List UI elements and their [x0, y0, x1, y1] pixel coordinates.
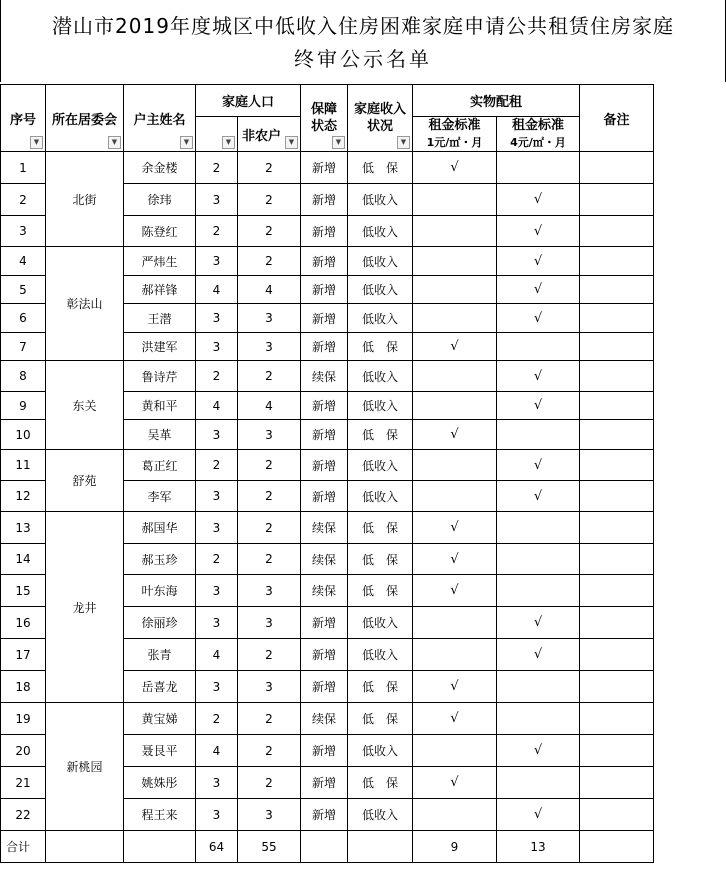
- population-cell[interactable]: 4: [196, 392, 238, 420]
- status-cell[interactable]: 新增: [301, 607, 348, 639]
- filter-dropdown-icon[interactable]: ▼: [108, 136, 121, 149]
- nonfarm-cell[interactable]: 3: [238, 333, 301, 361]
- population-cell[interactable]: 3: [196, 799, 238, 831]
- rent-std-1-cell[interactable]: [413, 361, 497, 392]
- status-cell[interactable]: 新增: [301, 450, 348, 481]
- population-cell[interactable]: 2: [196, 450, 238, 481]
- remark-cell[interactable]: [580, 703, 654, 735]
- seq-cell[interactable]: 13: [1, 512, 46, 544]
- remark-cell[interactable]: [580, 361, 654, 392]
- status-cell[interactable]: 新增: [301, 216, 348, 247]
- seq-cell[interactable]: 8: [1, 361, 46, 392]
- rent-std-4-cell[interactable]: √: [497, 276, 580, 304]
- income-cell[interactable]: 低收入: [348, 450, 413, 481]
- population-cell[interactable]: 3: [196, 184, 238, 216]
- status-cell[interactable]: 新增: [301, 152, 348, 184]
- total-committee[interactable]: [46, 831, 124, 863]
- status-cell[interactable]: 新增: [301, 276, 348, 304]
- income-cell[interactable]: 低 保: [348, 420, 413, 450]
- rent-std-1-cell[interactable]: √: [413, 152, 497, 184]
- header-rent-std-4: 租金标准 4元/㎡・月: [497, 117, 580, 152]
- remark-cell[interactable]: [580, 420, 654, 450]
- filter-dropdown-icon[interactable]: ▼: [180, 136, 193, 149]
- total-label[interactable]: 合计: [1, 831, 46, 863]
- rent-std-4-cell[interactable]: [497, 575, 580, 607]
- committee-cell[interactable]: 龙井: [46, 512, 124, 703]
- rent-std-1-cell[interactable]: √: [413, 671, 497, 703]
- income-cell[interactable]: 低收入: [348, 799, 413, 831]
- seq-cell[interactable]: 6: [1, 304, 46, 333]
- rent-std-4-cell[interactable]: [497, 512, 580, 544]
- remark-cell[interactable]: [580, 575, 654, 607]
- seq-cell[interactable]: 21: [1, 767, 46, 799]
- total-rent-std-1[interactable]: 9: [413, 831, 497, 863]
- nonfarm-cell[interactable]: 4: [238, 392, 301, 420]
- seq-cell[interactable]: 2: [1, 184, 46, 216]
- rent-std-1-cell[interactable]: [413, 276, 497, 304]
- seq-cell[interactable]: 11: [1, 450, 46, 481]
- rent-std-4-cell[interactable]: √: [497, 799, 580, 831]
- nonfarm-cell[interactable]: 3: [238, 607, 301, 639]
- seq-cell[interactable]: 15: [1, 575, 46, 607]
- status-cell[interactable]: 续保: [301, 512, 348, 544]
- name-cell[interactable]: 郝国华: [124, 512, 196, 544]
- committee-cell[interactable]: 舒苑: [46, 450, 124, 512]
- remark-cell[interactable]: [580, 392, 654, 420]
- header-name[interactable]: 户主姓名 ▼: [124, 85, 196, 152]
- rent-std-1-cell[interactable]: √: [413, 703, 497, 735]
- seq-cell[interactable]: 12: [1, 481, 46, 512]
- seq-cell[interactable]: 22: [1, 799, 46, 831]
- rent-std-1-cell[interactable]: √: [413, 767, 497, 799]
- table-row: [1, 361, 654, 392]
- nonfarm-cell[interactable]: 2: [238, 703, 301, 735]
- nonfarm-cell[interactable]: 3: [238, 671, 301, 703]
- status-cell[interactable]: 新增: [301, 247, 348, 276]
- income-cell[interactable]: 低 保: [348, 152, 413, 184]
- name-cell[interactable]: 李军: [124, 481, 196, 512]
- rent-std-1-cell[interactable]: [413, 392, 497, 420]
- name-cell[interactable]: 徐丽珍: [124, 607, 196, 639]
- income-cell[interactable]: 低收入: [348, 216, 413, 247]
- rent-std-1-cell[interactable]: [413, 639, 497, 671]
- population-cell[interactable]: 3: [196, 247, 238, 276]
- committee-cell[interactable]: 彰法山: [46, 247, 124, 361]
- population-cell[interactable]: 2: [196, 361, 238, 392]
- remark-cell[interactable]: [580, 216, 654, 247]
- seq-cell[interactable]: 20: [1, 735, 46, 767]
- income-cell[interactable]: 低收入: [348, 247, 413, 276]
- remark-cell[interactable]: [580, 607, 654, 639]
- status-cell[interactable]: 新增: [301, 481, 348, 512]
- rent-std-1-cell[interactable]: [413, 304, 497, 333]
- name-cell[interactable]: 张青: [124, 639, 196, 671]
- remark-cell[interactable]: [580, 481, 654, 512]
- rent-std-4-cell[interactable]: √: [497, 450, 580, 481]
- seq-cell[interactable]: 4: [1, 247, 46, 276]
- header-nonfarm[interactable]: 非农户 ▼: [238, 117, 301, 152]
- header-committee[interactable]: 所在居委会 ▼: [46, 85, 124, 152]
- rent-std-1-cell[interactable]: [413, 450, 497, 481]
- status-cell[interactable]: 续保: [301, 361, 348, 392]
- name-cell[interactable]: 王潜: [124, 304, 196, 333]
- rent-std-1-cell[interactable]: [413, 216, 497, 247]
- seq-cell[interactable]: 3: [1, 216, 46, 247]
- rent-std-4-cell[interactable]: √: [497, 639, 580, 671]
- rent-std-1-cell[interactable]: √: [413, 512, 497, 544]
- income-cell[interactable]: 低收入: [348, 184, 413, 216]
- header-population-total[interactable]: [196, 117, 238, 152]
- remark-cell[interactable]: [580, 512, 654, 544]
- rent-std-1-cell[interactable]: √: [413, 420, 497, 450]
- status-cell[interactable]: 续保: [301, 575, 348, 607]
- population-cell[interactable]: 4: [196, 276, 238, 304]
- total-income[interactable]: [348, 831, 413, 863]
- status-cell[interactable]: 新增: [301, 735, 348, 767]
- nonfarm-cell[interactable]: 2: [238, 639, 301, 671]
- nonfarm-cell[interactable]: 2: [238, 481, 301, 512]
- seq-cell[interactable]: 7: [1, 333, 46, 361]
- header-remark: 备注: [580, 85, 654, 152]
- filter-dropdown-icon[interactable]: ▼: [397, 136, 410, 149]
- filter-dropdown-icon[interactable]: ▼: [222, 136, 235, 149]
- header-rent: 实物配租: [413, 85, 580, 117]
- population-cell[interactable]: 3: [196, 333, 238, 361]
- total-population[interactable]: 64: [196, 831, 238, 863]
- nonfarm-cell[interactable]: 2: [238, 450, 301, 481]
- remark-cell[interactable]: [580, 671, 654, 703]
- rent-std-4-cell[interactable]: [497, 703, 580, 735]
- committee-cell[interactable]: 新桃园: [46, 703, 124, 831]
- rent-std-4-cell[interactable]: [497, 152, 580, 184]
- filter-dropdown-icon[interactable]: ▼: [332, 136, 345, 149]
- seq-cell[interactable]: 10: [1, 420, 46, 450]
- seq-cell[interactable]: 18: [1, 671, 46, 703]
- total-remark[interactable]: [580, 831, 654, 863]
- population-cell[interactable]: 2: [196, 216, 238, 247]
- population-cell[interactable]: 2: [196, 544, 238, 575]
- population-cell[interactable]: 2: [196, 703, 238, 735]
- committee-cell[interactable]: 北街: [46, 152, 124, 247]
- name-cell[interactable]: 严炜生: [124, 247, 196, 276]
- income-cell[interactable]: 低收入: [348, 735, 413, 767]
- remark-cell[interactable]: [580, 639, 654, 671]
- population-cell[interactable]: 2: [196, 152, 238, 184]
- rent-std-4-cell[interactable]: [497, 544, 580, 575]
- rent-std-1-cell[interactable]: [413, 607, 497, 639]
- name-cell[interactable]: 鲁诗芹: [124, 361, 196, 392]
- rent-std-4-cell[interactable]: √: [497, 304, 580, 333]
- title-line-1: 潜山市2019年度城区中低收入住房困难家庭申请公共租赁住房家庭: [52, 14, 674, 38]
- nonfarm-cell[interactable]: 2: [238, 767, 301, 799]
- status-cell[interactable]: 新增: [301, 420, 348, 450]
- nonfarm-cell[interactable]: 2: [238, 512, 301, 544]
- name-cell[interactable]: 郝祥锋: [124, 276, 196, 304]
- income-cell[interactable]: 低 保: [348, 333, 413, 361]
- rent-std-4-cell[interactable]: √: [497, 481, 580, 512]
- title-line-2: 终审公示名单: [294, 47, 432, 71]
- income-cell[interactable]: 低 保: [348, 703, 413, 735]
- status-cell[interactable]: 新增: [301, 639, 348, 671]
- rent-std-1-cell[interactable]: [413, 184, 497, 216]
- population-cell[interactable]: 4: [196, 735, 238, 767]
- name-cell[interactable]: 姚姝彤: [124, 767, 196, 799]
- total-nonfarm[interactable]: 55: [238, 831, 301, 863]
- status-cell[interactable]: 新增: [301, 304, 348, 333]
- name-cell[interactable]: 陈登红: [124, 216, 196, 247]
- remark-cell[interactable]: [580, 333, 654, 361]
- population-cell[interactable]: 4: [196, 639, 238, 671]
- name-cell[interactable]: 余金楼: [124, 152, 196, 184]
- population-cell[interactable]: 3: [196, 304, 238, 333]
- rent-std-4-cell[interactable]: [497, 767, 580, 799]
- name-cell[interactable]: 吴革: [124, 420, 196, 450]
- status-cell[interactable]: 新增: [301, 184, 348, 216]
- status-cell[interactable]: 新增: [301, 671, 348, 703]
- status-cell[interactable]: 新增: [301, 799, 348, 831]
- rent-std-4-cell[interactable]: [497, 671, 580, 703]
- seq-cell[interactable]: 16: [1, 607, 46, 639]
- name-cell[interactable]: 洪建军: [124, 333, 196, 361]
- rent-std-1-cell[interactable]: [413, 735, 497, 767]
- status-cell[interactable]: 续保: [301, 544, 348, 575]
- population-cell[interactable]: 3: [196, 575, 238, 607]
- remark-cell[interactable]: [580, 276, 654, 304]
- income-cell[interactable]: 低 保: [348, 512, 413, 544]
- rent-std-1-cell[interactable]: √: [413, 333, 497, 361]
- income-cell[interactable]: 低收入: [348, 481, 413, 512]
- nonfarm-cell[interactable]: 2: [238, 184, 301, 216]
- remark-cell[interactable]: [580, 735, 654, 767]
- nonfarm-cell[interactable]: 3: [238, 420, 301, 450]
- name-cell[interactable]: 岳喜龙: [124, 671, 196, 703]
- table-row: [1, 703, 654, 735]
- income-cell[interactable]: 低 保: [348, 671, 413, 703]
- total-row: [1, 831, 654, 863]
- nonfarm-cell[interactable]: 2: [238, 544, 301, 575]
- income-cell[interactable]: 低收入: [348, 361, 413, 392]
- population-cell[interactable]: 3: [196, 512, 238, 544]
- header-seq[interactable]: 序号 ▼: [1, 85, 46, 152]
- status-cell[interactable]: 续保: [301, 703, 348, 735]
- header-population: 家庭人口: [196, 85, 301, 117]
- nonfarm-cell[interactable]: 3: [238, 575, 301, 607]
- sheet-title: [0, 0, 726, 82]
- remark-cell[interactable]: [580, 152, 654, 184]
- status-cell[interactable]: 新增: [301, 767, 348, 799]
- rent-std-4-cell[interactable]: √: [497, 247, 580, 276]
- income-cell[interactable]: 低收入: [348, 607, 413, 639]
- population-cell[interactable]: 3: [196, 671, 238, 703]
- remark-cell[interactable]: [580, 799, 654, 831]
- seq-cell[interactable]: 17: [1, 639, 46, 671]
- header-rent-std-1: 租金标准 1元/㎡・月: [413, 117, 497, 152]
- population-cell[interactable]: 3: [196, 767, 238, 799]
- nonfarm-cell[interactable]: 2: [238, 216, 301, 247]
- rent-std-4-cell[interactable]: [497, 420, 580, 450]
- status-cell[interactable]: 新增: [301, 392, 348, 420]
- applicant-table: [0, 84, 654, 863]
- total-status[interactable]: [301, 831, 348, 863]
- rent-std-4-cell[interactable]: √: [497, 184, 580, 216]
- seq-cell[interactable]: 19: [1, 703, 46, 735]
- population-cell[interactable]: 3: [196, 481, 238, 512]
- rent-std-1-cell[interactable]: [413, 799, 497, 831]
- nonfarm-cell[interactable]: 4: [238, 276, 301, 304]
- name-cell[interactable]: 郝玉珍: [124, 544, 196, 575]
- income-cell[interactable]: 低收入: [348, 392, 413, 420]
- rent-std-4-cell[interactable]: √: [497, 216, 580, 247]
- name-cell[interactable]: 聂艮平: [124, 735, 196, 767]
- remark-cell[interactable]: [580, 544, 654, 575]
- rent-std-1-cell[interactable]: √: [413, 575, 497, 607]
- nonfarm-cell[interactable]: 2: [238, 735, 301, 767]
- header-income[interactable]: 家庭收入 状况 ▼: [348, 85, 413, 152]
- filter-dropdown-icon[interactable]: ▼: [30, 136, 43, 149]
- income-cell[interactable]: 低收入: [348, 304, 413, 333]
- status-cell[interactable]: 新增: [301, 333, 348, 361]
- table-row: [1, 152, 654, 184]
- nonfarm-cell[interactable]: 2: [238, 247, 301, 276]
- name-cell[interactable]: 程王来: [124, 799, 196, 831]
- rent-std-4-cell[interactable]: √: [497, 361, 580, 392]
- rent-std-1-cell[interactable]: √: [413, 544, 497, 575]
- population-cell[interactable]: 3: [196, 607, 238, 639]
- seq-cell[interactable]: 9: [1, 392, 46, 420]
- income-cell[interactable]: 低 保: [348, 767, 413, 799]
- nonfarm-cell[interactable]: 3: [238, 799, 301, 831]
- name-cell[interactable]: 徐玮: [124, 184, 196, 216]
- rent-std-4-cell[interactable]: √: [497, 735, 580, 767]
- population-cell[interactable]: 3: [196, 420, 238, 450]
- remark-cell[interactable]: [580, 450, 654, 481]
- header-status[interactable]: 保障 状态 ▼: [301, 85, 348, 152]
- seq-cell[interactable]: 14: [1, 544, 46, 575]
- income-cell[interactable]: 低 保: [348, 575, 413, 607]
- name-cell[interactable]: 葛正红: [124, 450, 196, 481]
- income-cell[interactable]: 低 保: [348, 544, 413, 575]
- nonfarm-cell[interactable]: 2: [238, 361, 301, 392]
- seq-cell[interactable]: 5: [1, 276, 46, 304]
- seq-cell[interactable]: 1: [1, 152, 46, 184]
- name-cell[interactable]: 叶东海: [124, 575, 196, 607]
- rent-std-4-cell[interactable]: [497, 333, 580, 361]
- nonfarm-cell[interactable]: 3: [238, 304, 301, 333]
- total-rent-std-4[interactable]: 13: [497, 831, 580, 863]
- name-cell[interactable]: 黄宝娣: [124, 703, 196, 735]
- rent-std-1-cell[interactable]: [413, 481, 497, 512]
- table-row: [1, 247, 654, 276]
- rent-std-4-cell[interactable]: √: [497, 607, 580, 639]
- nonfarm-cell[interactable]: 2: [238, 152, 301, 184]
- table-row: [1, 450, 654, 481]
- table-body: [1, 152, 654, 863]
- remark-cell[interactable]: [580, 184, 654, 216]
- committee-cell[interactable]: 东关: [46, 361, 124, 450]
- filter-dropdown-icon[interactable]: ▼: [285, 136, 298, 149]
- rent-std-4-cell[interactable]: √: [497, 392, 580, 420]
- income-cell[interactable]: 低收入: [348, 276, 413, 304]
- table-row: [1, 512, 654, 544]
- total-name[interactable]: [124, 831, 196, 863]
- remark-cell[interactable]: [580, 304, 654, 333]
- name-cell[interactable]: 黄和平: [124, 392, 196, 420]
- remark-cell[interactable]: [580, 247, 654, 276]
- rent-std-1-cell[interactable]: [413, 247, 497, 276]
- remark-cell[interactable]: [580, 767, 654, 799]
- income-cell[interactable]: 低收入: [348, 639, 413, 671]
